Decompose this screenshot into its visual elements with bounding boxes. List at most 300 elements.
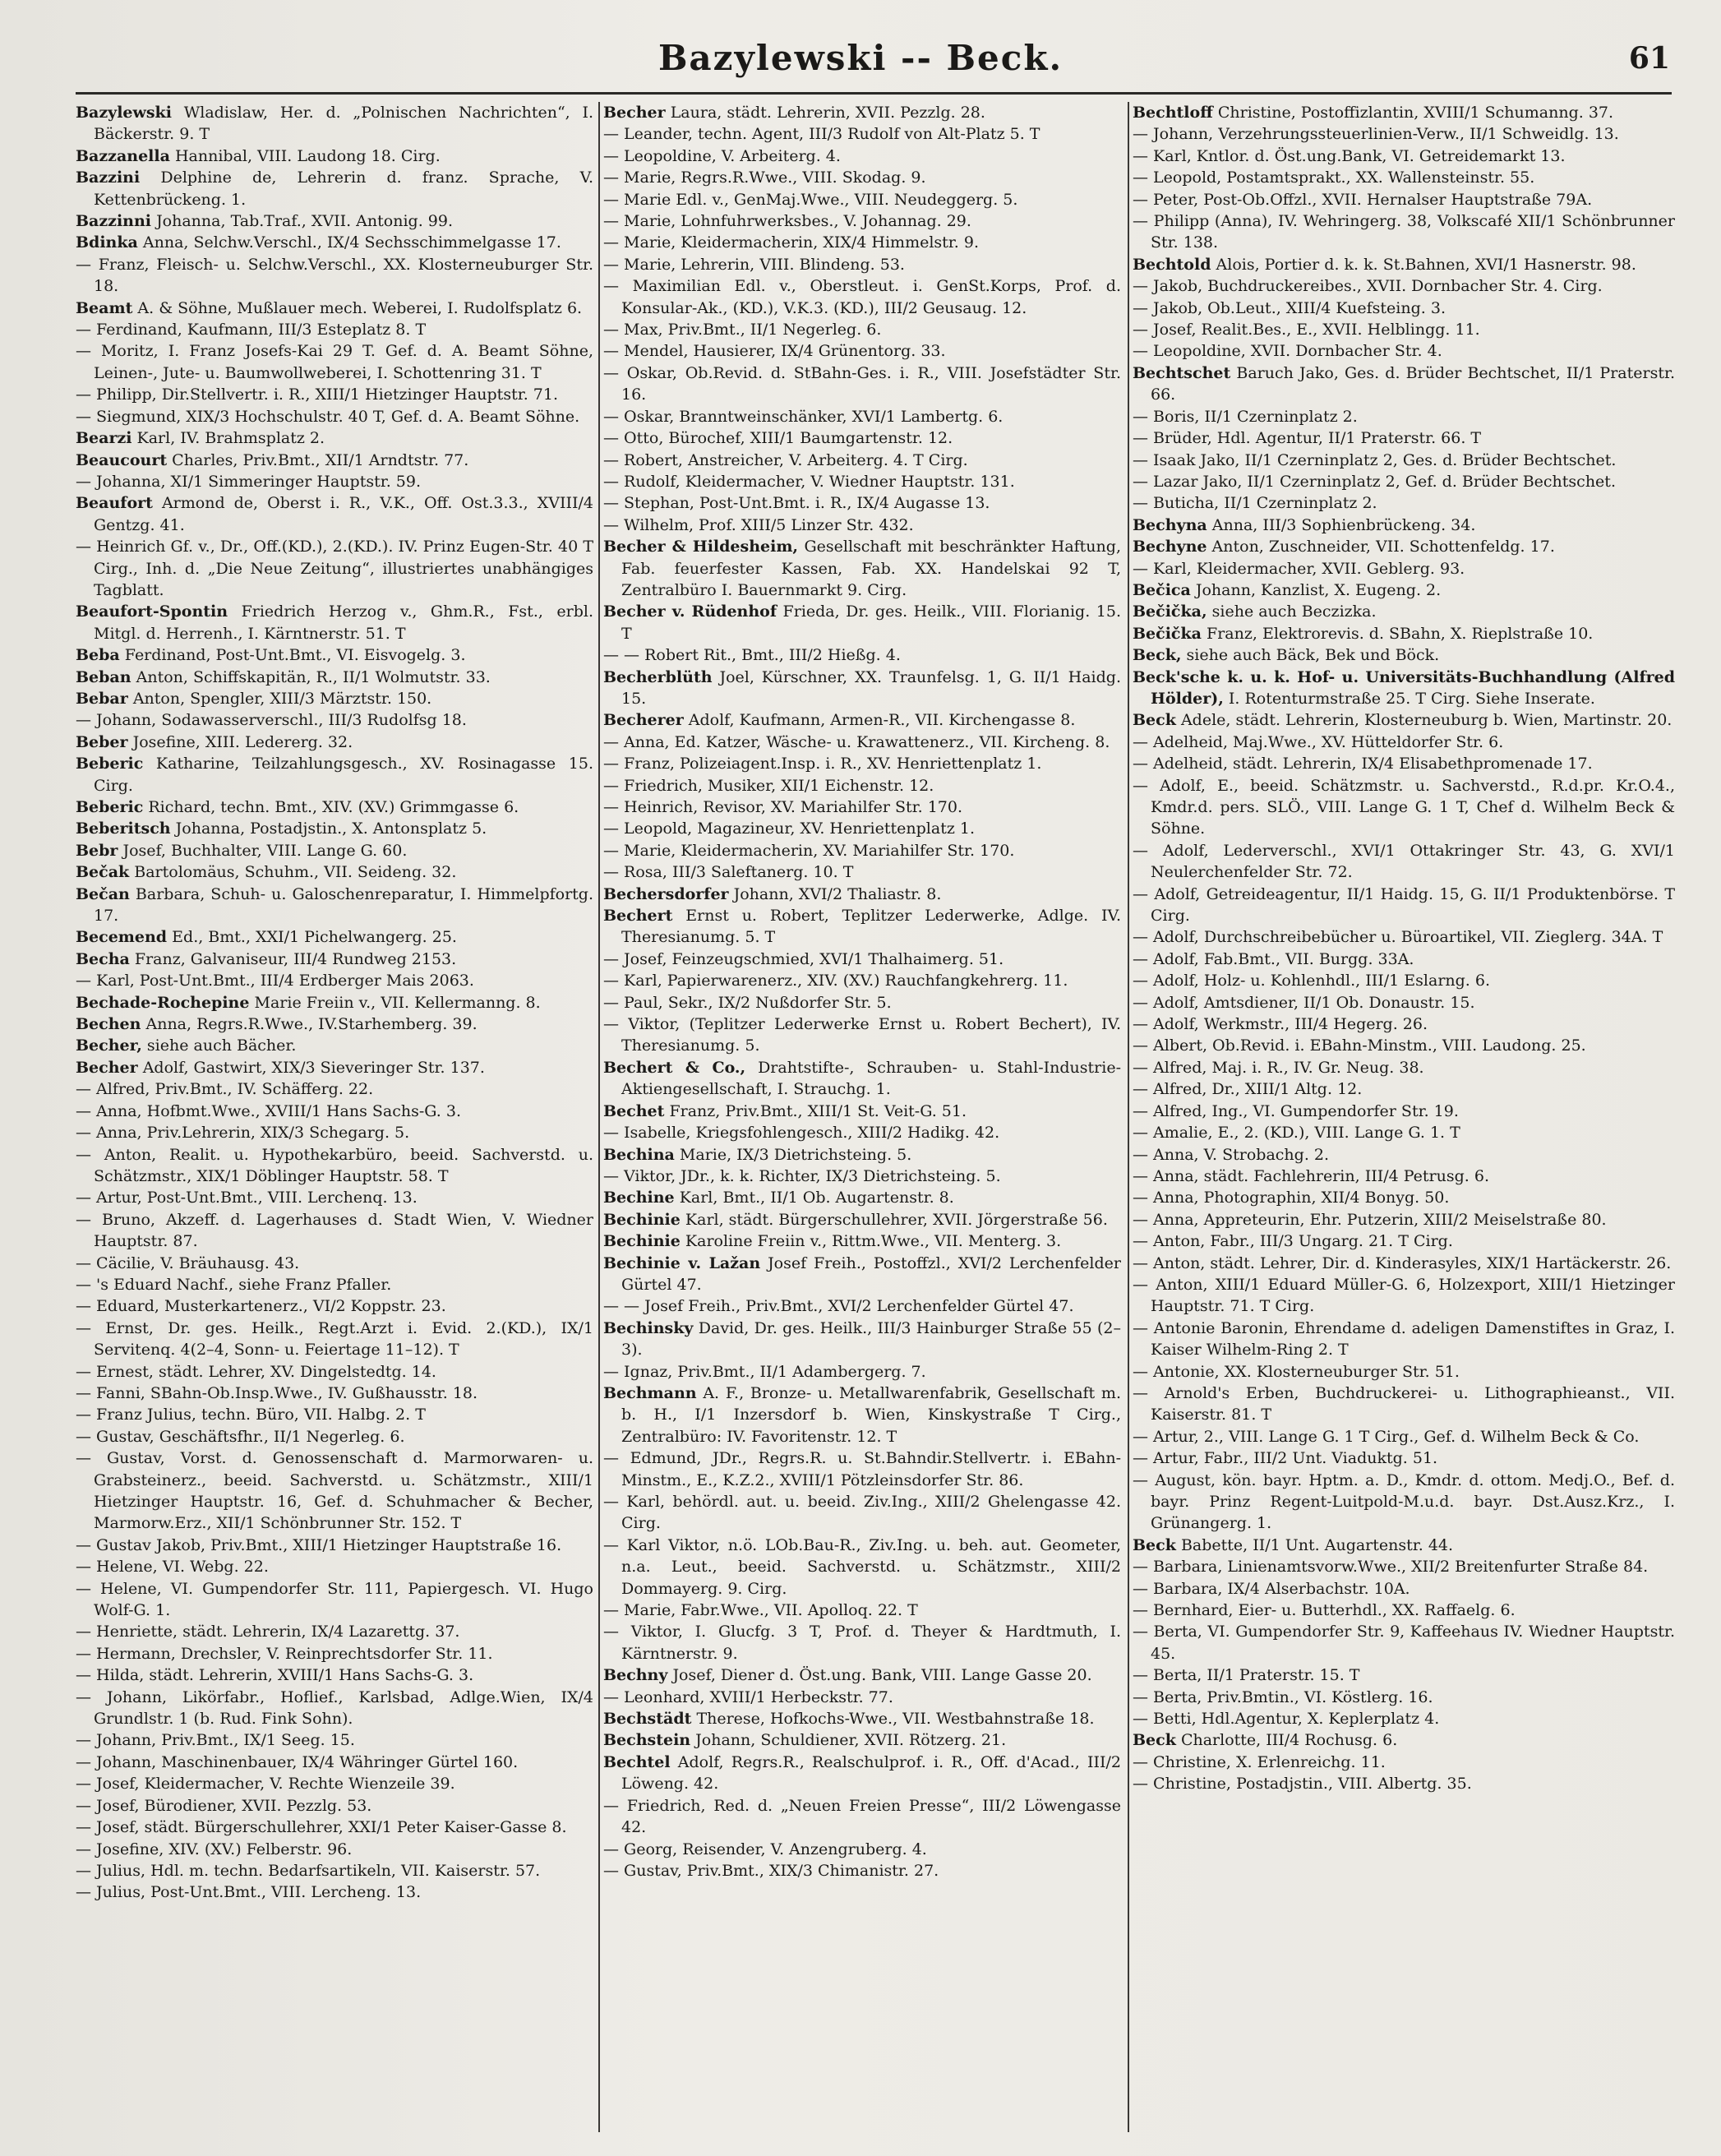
directory-entry	[1133, 1013, 1675, 1035]
directory-entry	[1133, 102, 1675, 123]
entry-text: siehe auch Bäck, Bek und Böck.	[1186, 646, 1440, 665]
entry-surname: Beck'sche k. u. k. Hof- u. Universitäts-Buchhandlung (Alfred Hölder),	[1133, 667, 1675, 708]
directory-entry	[1133, 884, 1675, 927]
entry-text: — Karl, Kleidermacher, XVII. Geblerg. 93.	[1133, 559, 1465, 578]
entry-text: Bartolomäus, Schuhm., VII. Seideng. 32.	[134, 863, 457, 882]
directory-entry	[1133, 1274, 1675, 1318]
directory-entry	[1133, 492, 1675, 514]
entry-text: Johanna, Tab.Traf., XVII. Antonig. 99.	[156, 212, 453, 231]
entry-text: — Adolf, Amtsdiener, II/1 Ob. Donaustr. 15.	[1133, 993, 1475, 1012]
entry-surname: Beberitsch	[76, 819, 171, 838]
entry-text: — Adolf, Holz- u. Kohlenhdl., III/1 Eslarng. 6.	[1133, 972, 1491, 990]
directory-entry	[603, 753, 1121, 774]
directory-entry	[603, 1101, 1121, 1122]
entry-text: — Maximilian Edl. v., Oberstleut. i. GenSt.Korps, Prof. d. Konsular-Ak., (KD.), V.K.3. (KD.), III/2 Geusaug. 12.	[603, 277, 1121, 317]
entry-surname: Becher v. Rüdenhof	[603, 602, 777, 621]
entry-text: — Isabelle, Kriegsfohlengesch., XIII/2 Hadikg. 42.	[603, 1124, 1000, 1143]
directory-entry	[1133, 471, 1675, 492]
entry-surname: Beaufort	[76, 494, 153, 513]
entry-text: — Friedrich, Musiker, XII/1 Eichenstr. 12.	[603, 776, 934, 795]
entry-surname: Bechinie	[603, 1210, 681, 1229]
entry-text: Charles, Priv.Bmt., XII/1 Arndtstr. 77.	[172, 450, 469, 469]
entry-text: — Johann, Sodawasserverschl., III/3 Rudolfsg 18.	[76, 711, 467, 730]
directory-entry	[1133, 427, 1675, 449]
entry-surname: Bazylewski	[76, 104, 172, 122]
entry-text: — Antonie, XX. Klosterneuburger Str. 51.	[1133, 1362, 1460, 1381]
entry-text: Babette, II/1 Unt. Augartenstr. 44.	[1180, 1535, 1454, 1554]
entry-surname: Bechine	[603, 1189, 675, 1207]
entry-text: — Hilda, städt. Lehrerin, XVIII/1 Hans Sachs-G. 3.	[76, 1666, 474, 1685]
entry-text: — Karl, Post-Unt.Bmt., III/4 Erdberger Mais 2063.	[76, 972, 474, 990]
entry-text: — Paul, Sekr., IX/2 Nußdorfer Str. 5.	[603, 993, 892, 1012]
entry-surname: Bazzinni	[76, 212, 152, 231]
entry-surname: Bechen	[76, 1015, 141, 1034]
entry-text: — Henriette, städt. Lehrerin, IX/4 Lazarettg. 37.	[76, 1623, 460, 1641]
entry-text: Johann, Kanzlist, X. Eugeng. 2.	[1195, 580, 1442, 599]
entry-surname: Bechtschet	[1133, 363, 1231, 382]
entry-text: — Karl Viktor, n.ö. LOb.Bau-R., Ziv.Ing. u. beh. aut. Geometer, n.a. Leut., beeid. Sachverstd. u. Schätzmstr., XIII/2 Dommayerg. 9. Cirg.	[603, 1535, 1121, 1598]
entry-text: Marie, IX/3 Dietrichsteing. 5.	[679, 1145, 912, 1164]
entry-text: — Bernhard, Eier- u. Butterhdl., XX. Raffaelg. 6.	[1133, 1601, 1516, 1620]
entry-text: — Josef, Bürodiener, XVII. Pezzlg. 53.	[76, 1796, 372, 1815]
entry-text: Josef, Buchhalter, VIII. Lange G. 60.	[122, 841, 408, 860]
directory-entry	[76, 709, 593, 731]
entry-text: — Viktor, JDr., k. k. Richter, IX/3 Dietrichsteing. 5.	[603, 1166, 1001, 1185]
entry-text: — Berta, Priv.Bmtin., VI. Köstlerg. 16.	[1133, 1687, 1433, 1706]
directory-entry	[603, 732, 1121, 753]
directory-entry	[76, 1101, 593, 1122]
directory-entry	[76, 384, 593, 405]
entry-text: — Johann, Verzehrungssteuerlinien-Verw., II/1 Schweidlg. 13.	[1133, 125, 1619, 144]
directory-entry	[76, 1122, 593, 1143]
directory-entry	[76, 884, 593, 927]
entry-text: — Josef, Realit.Bes., E., XVII. Helblingg. 11.	[1133, 321, 1480, 339]
directory-entry	[603, 1383, 1121, 1447]
directory-entry	[603, 884, 1121, 905]
entry-text: — Arnold's Erben, Buchdruckerei- u. Lithographieanst., VII. Kaiserstr. 81. T	[1133, 1383, 1675, 1424]
entry-text: — Johanna, XI/1 Simmeringer Hauptstr. 59.	[76, 472, 422, 491]
entry-text: — Viktor, I. Glucfg. 3 T, Prof. d. Theyer & Hardtmuth, I. Kärntnerstr. 9.	[603, 1623, 1121, 1663]
directory-entry	[1133, 319, 1675, 340]
directory-entry	[603, 1687, 1121, 1708]
entry-text: — Stephan, Post-Unt.Bmt. i. R., IX/4 Augasse 13.	[603, 494, 990, 513]
directory-entry	[76, 1144, 593, 1188]
entry-text: — Gustav, Priv.Bmt., XIX/3 Chimanistr. 27.	[603, 1861, 939, 1880]
entry-text: Richard, techn. Bmt., XIV. (XV.) Grimmgasse 6.	[148, 798, 519, 816]
entry-text: — Isaak Jako, II/1 Czerninplatz 2, Ges. d. Brüder Bechtschet.	[1133, 450, 1617, 469]
entry-surname: Bearzi	[76, 429, 132, 448]
directory-entry	[76, 840, 593, 861]
entry-text: — Karl, Papierwarenerz., XIV. (XV.) Rauchfangkehrerg. 11.	[603, 972, 1068, 990]
entry-text: Franz, Elektrorevis. d. SBahn, X. Rieplstraße 10.	[1207, 624, 1594, 643]
directory-entry	[1133, 1230, 1675, 1252]
directory-entry	[76, 450, 593, 471]
entry-text: — Leonhard, XVIII/1 Herbeckstr. 77.	[603, 1687, 893, 1706]
entry-text: — Josefine, XIV. (XV.) Felberstr. 96.	[76, 1840, 353, 1858]
entry-text: — Marie, Lohnfuhrwerksbes., V. Johannag. 29.	[603, 212, 971, 231]
directory-entry	[76, 667, 593, 688]
entry-surname: Bazzanella	[76, 146, 170, 165]
entry-text: — Betti, Hdl.Agentur, X. Keplerplatz 4.	[1133, 1710, 1440, 1729]
entry-text: — Leander, techn. Agent, III/3 Rudolf von Alt-Platz 5. T	[603, 125, 1040, 144]
directory-entry	[76, 254, 593, 298]
directory-entry	[1133, 123, 1675, 145]
entry-text: Laura, städt. Lehrerin, XVII. Pezzlg. 28.	[670, 104, 985, 122]
entry-surname: Bechyne	[1133, 538, 1207, 556]
directory-entry	[76, 102, 593, 145]
entry-text: Karl, städt. Bürgerschullehrer, XVII. Jörgerstraße 56.	[685, 1210, 1108, 1229]
directory-entry	[76, 1035, 593, 1056]
entry-text: — Robert, Anstreicher, V. Arbeiterg. 4. T Cirg.	[603, 450, 968, 469]
entry-text: Katharine, Teilzahlungsgesch., XV. Rosinagasse 15. Cirg.	[94, 755, 593, 795]
entry-text: — Fanni, SBahn-Ob.Insp.Wwe., IV. Gußhausstr. 18.	[76, 1383, 478, 1402]
directory-entry	[76, 492, 593, 536]
directory-entry	[603, 1491, 1121, 1535]
directory-entry	[603, 1860, 1121, 1881]
directory-entry	[1133, 667, 1675, 710]
entry-text: — Buticha, II/1 Czerninplatz 2.	[1133, 494, 1377, 513]
entry-text: — Artur, Post-Unt.Bmt., VIII. Lerchenq. 13.	[76, 1189, 418, 1207]
directory-entry	[76, 406, 593, 427]
column-1	[76, 102, 593, 2132]
directory-entry	[1133, 362, 1675, 406]
directory-entry	[603, 1013, 1121, 1057]
directory-entry	[76, 471, 593, 492]
entry-surname: Bechstein	[603, 1731, 691, 1750]
directory-entry	[76, 1817, 593, 1838]
directory-entry	[603, 340, 1121, 362]
column-divider	[598, 102, 600, 2132]
entry-text: — Max, Priv.Bmt., II/1 Negerleg. 6.	[603, 321, 882, 339]
directory-entry	[76, 1729, 593, 1751]
entry-text: Franz, Priv.Bmt., XIII/1 St. Veit-G. 51.	[669, 1101, 967, 1120]
directory-entry	[1133, 1664, 1675, 1686]
directory-entry	[76, 319, 593, 340]
page-header	[0, 38, 1721, 95]
entry-surname: Bechet	[603, 1101, 665, 1120]
directory-entry	[76, 1578, 593, 1622]
directory-entry	[76, 1013, 593, 1035]
directory-entry	[76, 949, 593, 970]
directory-entry	[603, 1230, 1121, 1252]
directory-entry	[76, 1556, 593, 1577]
directory-entry	[1133, 1687, 1675, 1708]
directory-entry	[76, 861, 593, 883]
entry-text: — Bruno, Akzeff. d. Lagerhauses d. Stadt Wien, V. Wiedner Hauptstr. 87.	[76, 1210, 593, 1251]
entry-text: siehe auch Beczizka.	[1211, 602, 1377, 621]
entry-text: — Marie, Kleidermacherin, XV. Mariahilfer Str. 170.	[603, 841, 1015, 860]
directory-entry	[603, 189, 1121, 210]
entry-text: — Anna, Ed. Katzer, Wäsche- u. Krawattenerz., VII. Kircheng. 8.	[603, 732, 1110, 751]
entry-text: Drahtstifte-, Schrauben- u. Stahl-Industrie-Aktiengesellschaft, I. Strauchg. 1.	[621, 1058, 1121, 1099]
entry-text: — Anton, XIII/1 Eduard Müller-G. 6, Holzexport, XIII/1 Hietzinger Hauptstr. 71. T Cirg.	[1133, 1275, 1675, 1316]
directory-entry	[1133, 1144, 1675, 1166]
directory-entry	[76, 601, 593, 644]
directory-entry	[603, 492, 1121, 514]
entry-surname: Beamt	[76, 298, 133, 317]
entry-text: — Alfred, Maj. i. R., IV. Gr. Neug. 38.	[1133, 1058, 1424, 1077]
entry-text: — Amalie, E., 2. (KD.), VIII. Lange G. 1. T	[1133, 1124, 1460, 1143]
entry-text: — Artur, 2., VIII. Lange G. 1 T Cirg., Gef. d. Wilhelm Beck & Co.	[1133, 1427, 1640, 1446]
entry-surname: Becher	[603, 104, 666, 122]
entry-surname: Beaufort-Spontin	[76, 602, 228, 621]
entry-text: — Anna, städt. Fachlehrerin, III/4 Petrusg. 6.	[1133, 1166, 1489, 1185]
entry-text: Ernst u. Robert, Teplitzer Lederwerke, Adlge. IV. Theresianumg. 5. T	[621, 907, 1121, 947]
entry-text: — Heinrich, Revisor, XV. Mariahilfer Str. 170.	[603, 798, 962, 816]
directory-entry	[1133, 992, 1675, 1013]
entry-text: — Peter, Post-Ob.Offzl., XVII. Hernalser Hauptstraße 79A.	[1133, 190, 1593, 209]
directory-entry	[76, 753, 593, 796]
entry-text: Anna, III/3 Sophienbrückeng. 34.	[1211, 515, 1476, 534]
entry-surname: Beck	[1133, 711, 1176, 730]
entry-text: A. F., Bronze- u. Metallwarenfabrik, Gesellschaft m. b. H., I/1 Inzersdorf b. Wien, Kinskystraße T Cirg., Zentralbüro: IV. Favoritenstr. 12. T	[621, 1383, 1121, 1446]
column-divider	[1128, 102, 1129, 2132]
directory-entry	[1133, 601, 1675, 622]
directory-entry	[1133, 1209, 1675, 1230]
entry-text: Karl, Bmt., II/1 Ob. Augartenstr. 8.	[679, 1189, 954, 1207]
entry-text: Baruch Jako, Ges. d. Brüder Bechtschet, II/1 Praterstr. 66.	[1151, 363, 1675, 404]
entry-text: — Anna, Priv.Lehrerin, XIX/3 Schegarg. 5.	[76, 1124, 410, 1143]
entry-text: — Barbara, IX/4 Alserbachstr. 10A.	[1133, 1579, 1410, 1598]
directory-entry	[1133, 210, 1675, 254]
entry-surname: Bechert & Co.,	[603, 1058, 746, 1077]
entry-columns	[76, 102, 1675, 2132]
directory-entry	[76, 210, 593, 232]
entry-surname: Beba	[76, 646, 120, 665]
entry-text: — Julius, Post-Unt.Bmt., VIII. Lercheng. 13.	[76, 1883, 422, 1902]
entry-text: — Philipp, Dir.Stellvertr. i. R., XIII/1 Hietzinger Hauptstr. 71.	[76, 385, 558, 404]
entry-surname: Bechina	[603, 1145, 675, 1164]
entry-text: — Marie, Lehrerin, VIII. Blindeng. 53.	[603, 255, 905, 274]
directory-entry	[603, 840, 1121, 861]
entry-surname: Bechtel	[603, 1752, 671, 1771]
entry-surname: Beberic	[76, 798, 144, 816]
entry-text: — Artur, Fabr., III/2 Unt. Viaduktg. 51.	[1133, 1449, 1438, 1468]
entry-text: Charlotte, III/4 Rochusg. 6.	[1180, 1731, 1398, 1750]
entry-text: — 's Eduard Nachf., siehe Franz Pfaller.	[76, 1275, 392, 1294]
entry-text: Ed., Bmt., XXI/1 Pichelwangerg. 25.	[172, 928, 457, 947]
directory-entry	[76, 145, 593, 167]
directory-entry	[603, 1187, 1121, 1208]
directory-entry	[603, 1166, 1121, 1187]
entry-text: Hannibal, VIII. Laudong 18. Cirg.	[174, 146, 441, 165]
directory-entry	[76, 1795, 593, 1817]
entry-text: Karoline Freiin v., Rittm.Wwe., VII. Menterg. 3.	[685, 1232, 1062, 1251]
entry-text: — Lazar Jako, II/1 Czerninplatz 2, Gef. d. Brüder Bechtschet.	[1133, 472, 1616, 491]
directory-entry	[76, 688, 593, 709]
directory-entry	[76, 1078, 593, 1100]
entry-surname: Bechtloff	[1133, 104, 1213, 122]
directory-entry	[603, 254, 1121, 275]
entry-text: — Philipp (Anna), IV. Wehringerg. 38, Volkscafé XII/1 Schönbrunner Str. 138.	[1133, 212, 1675, 252]
entry-surname: Beber	[76, 732, 128, 751]
entry-surname: Bazzini	[76, 169, 141, 187]
directory-entry	[603, 970, 1121, 991]
directory-entry	[1133, 254, 1675, 275]
directory-entry	[603, 1752, 1121, 1795]
directory-entry	[1133, 1470, 1675, 1535]
entry-text: — Ferdinand, Kaufmann, III/3 Esteplatz 8. T	[76, 321, 427, 339]
directory-entry	[603, 1708, 1121, 1729]
entry-text: — Johann, Maschinenbauer, IX/4 Währinger Gürtel 160.	[76, 1752, 519, 1771]
directory-entry	[1133, 1383, 1675, 1426]
entry-text: Armond de, Oberst i. R., V.K., Off. Ost.3.3., XVIII/4 Gentzg. 41.	[94, 494, 593, 534]
directory-entry	[603, 949, 1121, 970]
entry-surname: Bechtold	[1133, 255, 1211, 274]
page-title: Bazylewski -- Beck.	[657, 38, 1064, 78]
directory-entry	[76, 1426, 593, 1447]
directory-entry	[603, 1664, 1121, 1686]
directory-entry	[1133, 1361, 1675, 1383]
entry-text: — Leopoldine, XVII. Dornbacher Str. 4.	[1133, 342, 1442, 361]
directory-entry	[603, 232, 1121, 253]
entry-surname: Bečak	[76, 863, 130, 882]
directory-entry	[1133, 298, 1675, 319]
directory-entry	[76, 1361, 593, 1383]
directory-entry	[1133, 1122, 1675, 1143]
directory-entry	[603, 992, 1121, 1013]
entry-text: Anna, Selchw.Verschl., IX/4 Sechsschimmelgasse 17.	[142, 233, 561, 252]
directory-entry	[603, 905, 1121, 949]
entry-text: siehe auch Bächer.	[146, 1036, 297, 1055]
directory-entry	[1133, 1729, 1675, 1751]
directory-entry	[603, 1209, 1121, 1230]
directory-entry	[76, 1839, 593, 1860]
directory-entry	[603, 210, 1121, 232]
directory-entry	[603, 167, 1121, 188]
directory-entry	[1133, 406, 1675, 427]
entry-text: Delphine de, Lehrerin d. franz. Sprache, V. Kettenbrückeng. 1.	[94, 169, 593, 209]
entry-surname: Bechert	[603, 907, 673, 926]
entry-text: Alois, Portier d. k. k. St.Bahnen, XVI/1 Hasnerstr. 98.	[1216, 255, 1636, 274]
entry-text: Franz, Galvaniseur, III/4 Rundweg 2153.	[134, 949, 457, 968]
entry-text: Gesellschaft mit beschränkter Haftung, Fab. feuerfester Kassen, Fab. XX. Handelskai 92 T, Zentralbüro I. Bauernmarkt 9. Cirg.	[621, 538, 1121, 599]
directory-entry	[603, 427, 1121, 449]
entry-text: Wladislaw, Her. d. „Polnischen Nachrichten“, I. Bäckerstr. 9. T	[94, 104, 593, 144]
entry-text: — Josef, Feinzeugschmied, XVI/1 Thalhaimerg. 51.	[603, 949, 1004, 968]
entry-text: — Adelheid, städt. Lehrerin, IX/4 Elisabethpromenade 17.	[1133, 755, 1593, 773]
entry-text: Johanna, Postadjstin., X. Antonsplatz 5.	[175, 819, 487, 838]
column-2	[603, 102, 1121, 2132]
entry-text: — Ernst, Dr. ges. Heilk., Regt.Arzt i. Evid. 2.(KD.), IX/1 Servitenq. 4(2–4, Sonn- u. Feiertage 11–12). T	[76, 1318, 593, 1360]
entry-text: — Anton, Realit. u. Hypothekarbüro, beeid. Sachverstd. u. Schätzmstr., XIX/1 Döblinger Hauptstr. 58. T	[76, 1145, 593, 1185]
directory-entry	[76, 992, 593, 1013]
entry-text: — Heinrich Gf. v., Dr., Off.(KD.), 2.(KD.). IV. Prinz Eugen-Str. 40 T Cirg., Inh. d. „Die Neue Zeitung“, illustriertes unabhängiges Tagblatt.	[76, 538, 593, 599]
entry-surname: Beberic	[76, 755, 144, 773]
entry-surname: Bechade-Rochepine	[76, 993, 250, 1012]
entry-text: — Karl, behördl. aut. u. beeid. Ziv.Ing., XIII/2 Ghelengasse 42. Cirg.	[603, 1493, 1121, 1533]
directory-entry	[1133, 1253, 1675, 1274]
entry-text: Karl, IV. Brahmsplatz 2.	[136, 429, 325, 448]
directory-entry	[603, 102, 1121, 123]
entry-text: — Christine, Postadjstin., VIII. Albertg. 35.	[1133, 1775, 1472, 1794]
directory-entry	[603, 861, 1121, 883]
entry-text: — Mendel, Hausierer, IX/4 Grünentorg. 33.	[603, 342, 946, 361]
directory-entry	[603, 471, 1121, 492]
entry-surname: Bechinie v. Lažan	[603, 1253, 761, 1272]
entry-text: Christine, Postoffizlantin, XVIII/1 Schumanng. 37.	[1217, 104, 1614, 122]
entry-text: — Adolf, Werkmstr., III/4 Hegerg. 26.	[1133, 1015, 1428, 1034]
directory-entry	[1133, 579, 1675, 601]
entry-surname: Becherer	[603, 711, 684, 730]
directory-entry	[1133, 753, 1675, 774]
directory-entry	[76, 796, 593, 818]
entry-text: — Friedrich, Red. d. „Neuen Freien Presse“, III/2 Löwengasse 42.	[603, 1796, 1121, 1837]
entry-surname: Becha	[76, 949, 130, 968]
directory-entry	[1133, 1035, 1675, 1056]
header-rule	[76, 92, 1672, 95]
entry-text: Adolf, Gastwirt, XIX/3 Sieveringer Str. 137.	[142, 1058, 485, 1077]
directory-entry	[1133, 644, 1675, 666]
directory-entry	[76, 1687, 593, 1730]
directory-entry	[1133, 926, 1675, 948]
directory-entry	[1133, 1101, 1675, 1122]
directory-entry	[1133, 189, 1675, 210]
entry-text: — Antonie Baronin, Ehrendame d. adeligen Damenstiftes in Graz, I. Kaiser Wilhelm-Ring 2. T	[1133, 1318, 1675, 1360]
entry-text: — Franz, Fleisch- u. Selchw.Verschl., XX. Klosterneuburger Str. 18.	[76, 255, 593, 296]
entry-text: — Cäcilie, V. Bräuhausg. 43.	[76, 1253, 300, 1272]
directory-entry	[76, 1187, 593, 1208]
directory-entry	[603, 1318, 1121, 1361]
directory-entry	[603, 1600, 1121, 1621]
directory-entry	[1133, 1187, 1675, 1208]
directory-entry	[603, 145, 1121, 167]
entry-surname: Becherblüth	[603, 667, 713, 686]
entry-text: — Gustav, Vorst. d. Genossenschaft d. Marmorwaren- u. Grabsteinerz., beeid. Sachverstd. u. Schätzmstr., XIII/1 Hietzinger Hauptstr. 16, Gef. d. Schuhmacher & Becher, Marmorw.Erz., XII/1 Schönbrunner Str. 152. T	[76, 1449, 593, 1533]
directory-entry	[603, 775, 1121, 796]
entry-text: — Anna, Appreteurin, Ehr. Putzerin, XIII/2 Meiselstraße 80.	[1133, 1210, 1607, 1229]
entry-text: — Johann, Priv.Bmt., IX/1 Seeg. 15.	[76, 1731, 355, 1750]
directory-entry	[1133, 145, 1675, 167]
entry-text: — Adolf, Fab.Bmt., VII. Burgg. 33A.	[1133, 949, 1414, 968]
entry-text: — Oskar, Ob.Revid. d. StBahn-Ges. i. R., VIII. Josefstädter Str. 16.	[603, 363, 1121, 404]
entry-surname: Bečica	[1133, 580, 1191, 599]
entry-text: — Marie Edl. v., GenMaj.Wwe., VIII. Neudeggerg. 5.	[603, 190, 1018, 209]
directory-entry	[603, 275, 1121, 319]
directory-entry	[1133, 1621, 1675, 1664]
entry-text: Anton, Zuschneider, VII. Schottenfeldg. 17.	[1211, 538, 1555, 556]
entry-text: Josef Freih., Postoffzl., XVI/2 Lerchenfelder Gürtel 47.	[621, 1253, 1121, 1294]
entry-text: — Georg, Reisender, V. Anzengruberg. 4.	[603, 1840, 927, 1858]
entry-text: — — Josef Freih., Priv.Bmt., XVI/2 Lerchenfelder Gürtel 47.	[603, 1297, 1074, 1316]
directory-entry	[1133, 1057, 1675, 1078]
column-3	[1133, 102, 1675, 2132]
entry-text: Ferdinand, Post-Unt.Bmt., VI. Eisvogelg. 3.	[124, 646, 466, 665]
directory-entry	[603, 1122, 1121, 1143]
entry-surname: Bechny	[603, 1666, 668, 1685]
entry-text: — Julius, Hdl. m. techn. Bedarfsartikeln, VII. Kaiserstr. 57.	[76, 1861, 541, 1880]
entry-text: — Berta, II/1 Praterstr. 15. T	[1133, 1666, 1360, 1685]
entry-text: Adolf, Kaufmann, Armen-R., VII. Kirchengasse 8.	[688, 711, 1076, 730]
entry-surname: Bečička,	[1133, 602, 1207, 621]
directory-entry	[1133, 340, 1675, 362]
entry-text: Friedrich Herzog v., Ghm.R., Fst., erbl. Mitgl. d. Herrenh., I. Kärntnerstr. 51. T	[94, 602, 593, 643]
directory-entry	[1133, 536, 1675, 557]
entry-surname: Becemend	[76, 928, 168, 947]
directory-entry	[76, 340, 593, 384]
entry-text: — Leopold, Magazineur, XV. Henriettenplatz 1.	[603, 819, 976, 838]
directory-entry	[76, 1752, 593, 1773]
directory-entry	[76, 1383, 593, 1404]
entry-text: — Anna, Hofbmt.Wwe., XVIII/1 Hans Sachs-G. 3.	[76, 1101, 462, 1120]
directory-entry	[1133, 167, 1675, 188]
directory-entry	[76, 536, 593, 601]
entry-text: — August, kön. bayr. Hptm. a. D., Kmdr. d. ottom. Medj.O., Bef. d. bayr. Prinz Regent-Luitpold-M.u.d. bayr. Dst.Ausz.Krz., I. Grünangerg. 1.	[1133, 1470, 1675, 1533]
directory-entry	[603, 450, 1121, 471]
directory-entry	[1133, 775, 1675, 840]
directory-entry	[603, 796, 1121, 818]
directory-entry	[603, 644, 1121, 666]
